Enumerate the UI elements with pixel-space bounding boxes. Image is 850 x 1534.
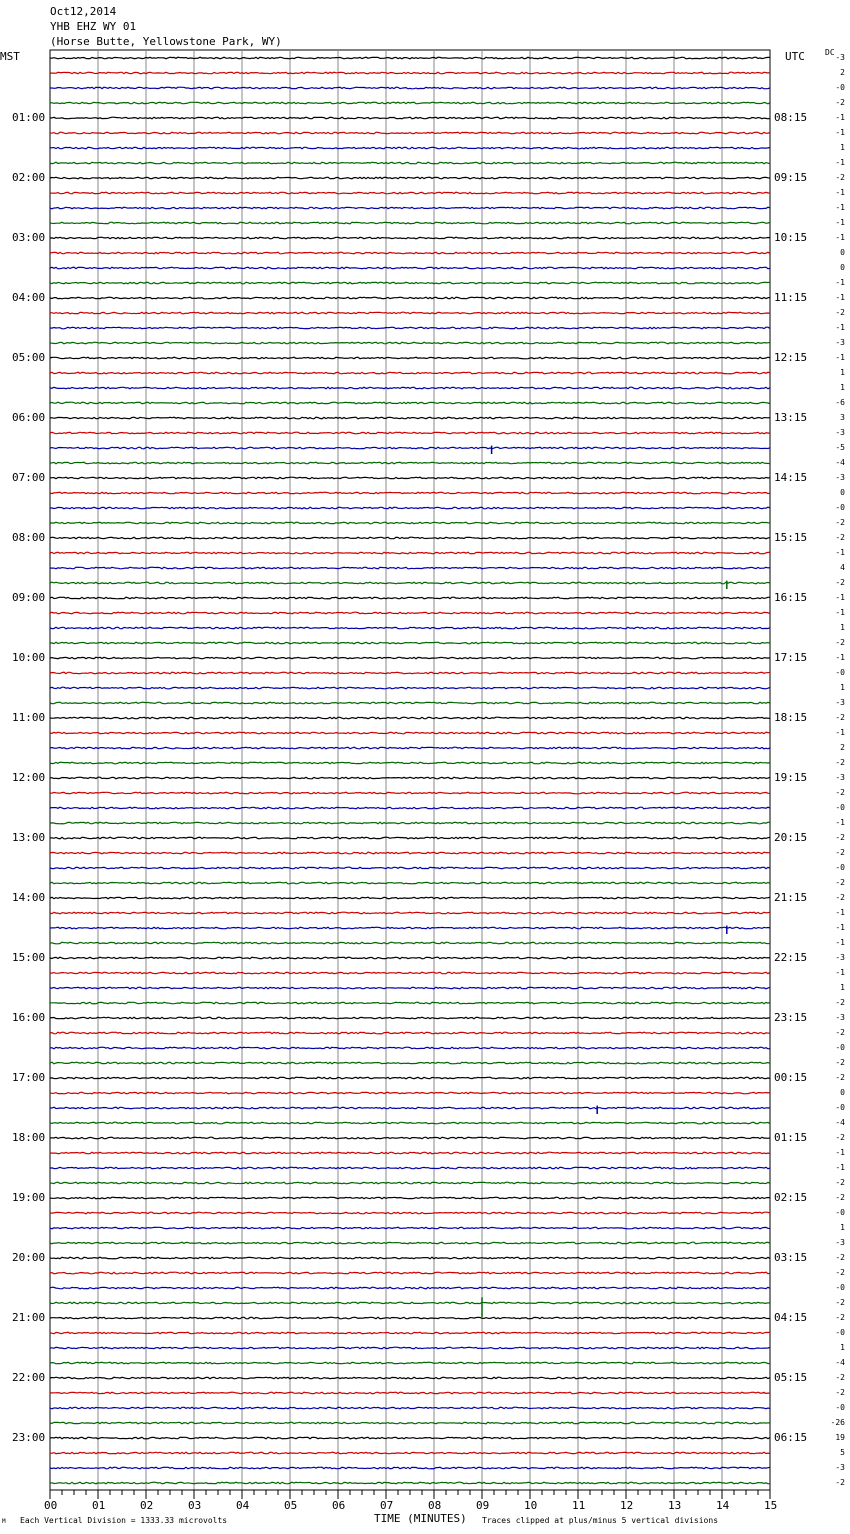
dc-offset-label: 1 <box>840 143 845 152</box>
dc-offset-label: -2 <box>835 1028 845 1037</box>
dc-offset-label: -0 <box>835 1283 845 1292</box>
trace-line <box>50 1002 770 1004</box>
utc-hour-label: 00:15 <box>774 1071 808 1084</box>
mst-hour-label: 11:00 <box>12 711 46 724</box>
trace-line <box>50 717 770 719</box>
dc-offset-label: -4 <box>835 1358 845 1367</box>
trace-line <box>50 492 770 494</box>
dc-offset-label: -3 <box>835 953 845 962</box>
mst-hour-label: 16:00 <box>12 1011 46 1024</box>
trace-line <box>50 192 770 194</box>
x-tick-label: 05 <box>284 1499 298 1512</box>
utc-hour-label: 06:15 <box>774 1431 808 1444</box>
trace-line <box>50 1287 770 1289</box>
utc-hour-label: 11:15 <box>774 291 808 304</box>
mst-hour-label: 19:00 <box>12 1191 46 1204</box>
trace-line <box>50 507 770 509</box>
x-tick-label: 13 <box>668 1499 682 1512</box>
dc-offset-label: -1 <box>835 908 845 917</box>
dc-offset-label: -3 <box>835 338 845 347</box>
trace-line <box>50 222 770 224</box>
x-tick-label: 01 <box>92 1499 106 1512</box>
trace-line <box>50 732 770 734</box>
dc-offset-label: 0 <box>840 1088 845 1097</box>
date-label: Oct12,2014 <box>50 5 117 18</box>
dc-offset-label: -2 <box>835 848 845 857</box>
utc-hour-label: 16:15 <box>774 591 808 604</box>
dc-offset-label: -2 <box>835 1073 845 1082</box>
trace-line <box>50 282 770 284</box>
dc-offset-label: -26 <box>830 1418 845 1427</box>
dc-offset-label: 1 <box>840 683 845 692</box>
dc-offset-label: -1 <box>835 113 845 122</box>
station-label: YHB EHZ WY 01 <box>50 20 137 33</box>
dc-offset-label: -2 <box>835 833 845 842</box>
dc-offset-label: -2 <box>835 173 845 182</box>
mst-hour-label: 17:00 <box>12 1071 46 1084</box>
utc-hour-label: 20:15 <box>774 831 808 844</box>
mst-hour-label: 01:00 <box>12 111 46 124</box>
mst-hour-label: 05:00 <box>12 351 46 364</box>
trace-line <box>50 342 770 344</box>
mst-hour-label: 21:00 <box>12 1311 46 1324</box>
trace-line <box>50 1317 770 1319</box>
dc-offset-label: -3 <box>835 428 845 437</box>
mst-hour-label: 10:00 <box>12 651 46 664</box>
dc-offset-label: -1 <box>835 203 845 212</box>
plot-frame <box>50 50 770 1490</box>
mst-hour-label: 12:00 <box>12 771 46 784</box>
trace-line <box>50 537 770 539</box>
dc-offset-label: -2 <box>835 893 845 902</box>
trace-line <box>50 1092 770 1094</box>
mst-hour-label: 13:00 <box>12 831 46 844</box>
trace-line <box>50 1302 770 1304</box>
trace-line <box>50 792 770 794</box>
dc-offset-label: -1 <box>835 278 845 287</box>
mst-hour-label: 15:00 <box>12 951 46 964</box>
mst-axis-label: MST <box>0 50 20 63</box>
trace-line <box>50 1182 770 1184</box>
trace-line <box>50 327 770 329</box>
dc-offset-label: 19 <box>835 1433 845 1442</box>
trace-line <box>50 1437 770 1439</box>
dc-offset-label: -5 <box>835 443 845 452</box>
utc-hour-label: 15:15 <box>774 531 808 544</box>
trace-line <box>50 267 770 269</box>
trace-line <box>50 1212 770 1214</box>
dc-offset-label: -3 <box>835 1238 845 1247</box>
trace-line <box>50 447 770 449</box>
trace-line <box>50 1077 770 1079</box>
dc-offset-label: -1 <box>835 188 845 197</box>
mst-hour-label: 03:00 <box>12 231 46 244</box>
dc-offset-label: -2 <box>835 1298 845 1307</box>
utc-hour-label: 09:15 <box>774 171 808 184</box>
dc-offset-label: -2 <box>835 1478 845 1487</box>
trace-line <box>50 357 770 359</box>
x-tick-label: 02 <box>140 1499 154 1512</box>
x-tick-label: 14 <box>716 1499 730 1512</box>
dc-offset-label: -2 <box>835 98 845 107</box>
trace-line <box>50 1272 770 1274</box>
mst-hour-label: 09:00 <box>12 591 46 604</box>
utc-axis-label: UTC <box>785 50 805 63</box>
utc-hour-label: 21:15 <box>774 891 808 904</box>
dc-offset-label: -1 <box>835 818 845 827</box>
utc-hour-label: 02:15 <box>774 1191 808 1204</box>
trace-line <box>50 987 770 989</box>
trace-line <box>50 687 770 689</box>
trace-line <box>50 972 770 974</box>
utc-hour-label: 01:15 <box>774 1131 808 1144</box>
dc-offset-label: -6 <box>835 398 845 407</box>
trace-line <box>50 897 770 899</box>
trace-line <box>50 102 770 104</box>
mst-hour-label: 14:00 <box>12 891 46 904</box>
trace-line <box>50 867 770 869</box>
dc-offset-label: 0 <box>840 488 845 497</box>
dc-offset-label: -3 <box>835 698 845 707</box>
dc-offset-label: -0 <box>835 863 845 872</box>
trace-line <box>50 1347 770 1349</box>
trace-line <box>50 237 770 239</box>
trace-line <box>50 402 770 404</box>
trace-line <box>50 1362 770 1364</box>
dc-offset-label: -2 <box>835 1268 845 1277</box>
trace-line <box>50 132 770 134</box>
trace-line <box>50 612 770 614</box>
trace-line <box>50 837 770 839</box>
trace-line <box>50 747 770 749</box>
dc-offset-label: -2 <box>835 1313 845 1322</box>
trace-line <box>50 1242 770 1244</box>
dc-offset-label: -2 <box>835 1133 845 1142</box>
dc-offset-label: -1 <box>835 1148 845 1157</box>
trace-line <box>50 927 770 929</box>
dc-offset-label: -2 <box>835 1058 845 1067</box>
mst-hour-label: 06:00 <box>12 411 46 424</box>
x-tick-label: 10 <box>524 1499 538 1512</box>
dc-offset-label: -0 <box>835 668 845 677</box>
dc-offset-label: -2 <box>835 758 845 767</box>
dc-offset-label: -4 <box>835 458 845 467</box>
scale-note: Each Vertical Division = 1333.33 microvolts <box>20 1516 228 1525</box>
trace-line <box>50 1197 770 1199</box>
trace-line <box>50 1032 770 1034</box>
trace-line <box>50 297 770 299</box>
dc-offset-label: 0 <box>840 248 845 257</box>
dc-offset-label: -3 <box>835 773 845 782</box>
dc-offset-label: -1 <box>835 968 845 977</box>
dc-offset-label: -0 <box>835 803 845 812</box>
mst-hour-label: 08:00 <box>12 531 46 544</box>
utc-hour-label: 23:15 <box>774 1011 808 1024</box>
dc-offset-label: -3 <box>835 1463 845 1472</box>
trace-line <box>50 1392 770 1394</box>
dc-label: DC <box>825 48 835 57</box>
trace-line <box>50 552 770 554</box>
trace-line <box>50 642 770 644</box>
utc-hour-label: 22:15 <box>774 951 808 964</box>
trace-line <box>50 627 770 629</box>
dc-offset-label: 2 <box>840 68 845 77</box>
utc-hour-label: 13:15 <box>774 411 808 424</box>
dc-offset-label: -2 <box>835 1253 845 1262</box>
utc-hour-label: 04:15 <box>774 1311 808 1324</box>
trace-line <box>50 882 770 884</box>
dc-offset-label: -1 <box>835 593 845 602</box>
trace-line <box>50 567 770 569</box>
trace-line <box>50 1467 770 1469</box>
trace-line <box>50 822 770 824</box>
utc-hour-label: 14:15 <box>774 471 808 484</box>
trace-line <box>50 777 770 779</box>
x-tick-label: 03 <box>188 1499 202 1512</box>
trace-line <box>50 1377 770 1379</box>
dc-offset-label: -3 <box>835 473 845 482</box>
x-tick-label: 07 <box>380 1499 394 1512</box>
dc-offset-label: -2 <box>835 518 845 527</box>
mst-hour-label: 22:00 <box>12 1371 46 1384</box>
dc-offset-label: -2 <box>835 533 845 542</box>
mst-hour-label: 02:00 <box>12 171 46 184</box>
dc-offset-label: -2 <box>835 1373 845 1382</box>
dc-offset-label: 0 <box>840 263 845 272</box>
dc-offset-label: -1 <box>835 923 845 932</box>
dc-offset-label: -0 <box>835 1103 845 1112</box>
x-tick-label: 04 <box>236 1499 250 1512</box>
dc-offset-label: 1 <box>840 983 845 992</box>
utc-hour-label: 05:15 <box>774 1371 808 1384</box>
dc-offset-label: -2 <box>835 713 845 722</box>
dc-offset-label: -1 <box>835 323 845 332</box>
trace-line <box>50 477 770 479</box>
dc-offset-label: -1 <box>835 728 845 737</box>
dc-offset-label: 2 <box>840 743 845 752</box>
trace-line <box>50 417 770 419</box>
dc-offset-label: -3 <box>835 1013 845 1022</box>
trace-line <box>50 597 770 599</box>
trace-line <box>50 72 770 74</box>
trace-line <box>50 912 770 914</box>
dc-offset-label: -1 <box>835 653 845 662</box>
dc-offset-label: 1 <box>840 368 845 377</box>
mst-hour-label: 20:00 <box>12 1251 46 1264</box>
trace-line <box>50 1152 770 1154</box>
trace-line <box>50 252 770 254</box>
utc-hour-label: 17:15 <box>774 651 808 664</box>
trace-line <box>50 1407 770 1409</box>
dc-offset-label: -1 <box>835 353 845 362</box>
mst-hour-label: 07:00 <box>12 471 46 484</box>
trace-line <box>50 462 770 464</box>
dc-offset-label: -0 <box>835 1403 845 1412</box>
utc-hour-label: 03:15 <box>774 1251 808 1264</box>
dc-offset-label: -2 <box>835 1388 845 1397</box>
trace-line <box>50 1332 770 1334</box>
x-tick-label: 08 <box>428 1499 442 1512</box>
trace-line <box>50 177 770 179</box>
dc-offset-label: -1 <box>835 293 845 302</box>
trace-line <box>50 432 770 434</box>
trace-line <box>50 702 770 704</box>
dc-offset-label: 1 <box>840 383 845 392</box>
trace-line <box>50 762 770 764</box>
trace-line <box>50 942 770 944</box>
dc-offset-label: -1 <box>835 1163 845 1172</box>
trace-line <box>50 807 770 809</box>
trace-line <box>50 162 770 164</box>
utc-hour-label: 12:15 <box>774 351 808 364</box>
dc-offset-label: -0 <box>835 1328 845 1337</box>
trace-line <box>50 1122 770 1124</box>
dc-offset-label: 1 <box>840 1343 845 1352</box>
dc-offset-label: -2 <box>835 788 845 797</box>
trace-line <box>50 207 770 209</box>
trace-line <box>50 1257 770 1259</box>
trace-line <box>50 1107 770 1109</box>
dc-offset-label: -3 <box>835 53 845 62</box>
trace-line <box>50 372 770 374</box>
location-label: (Horse Butte, Yellowstone Park, WY) <box>50 35 282 48</box>
mst-hour-label: 18:00 <box>12 1131 46 1144</box>
dc-offset-label: -1 <box>835 218 845 227</box>
dc-offset-label: -4 <box>835 1118 845 1127</box>
dc-offset-label: 5 <box>840 1448 845 1457</box>
trace-line <box>50 312 770 314</box>
trace-line <box>50 57 770 59</box>
x-tick-label: 15 <box>764 1499 778 1512</box>
trace-line <box>50 387 770 389</box>
dc-offset-label: 1 <box>840 1223 845 1232</box>
trace-line <box>50 117 770 119</box>
dc-offset-label: 3 <box>840 413 845 422</box>
dc-offset-label: -2 <box>835 1178 845 1187</box>
dc-offset-label: -2 <box>835 878 845 887</box>
dc-offset-label: -1 <box>835 158 845 167</box>
dc-offset-label: -0 <box>835 1208 845 1217</box>
trace-line <box>50 522 770 524</box>
dc-offset-label: -1 <box>835 128 845 137</box>
trace-line <box>50 852 770 854</box>
mst-hour-label: 04:00 <box>12 291 46 304</box>
trace-line <box>50 87 770 89</box>
utc-hour-label: 18:15 <box>774 711 808 724</box>
trace-line <box>50 1422 770 1424</box>
traces <box>50 57 770 1484</box>
dc-offset-label: -0 <box>835 1043 845 1052</box>
x-tick-label: 09 <box>476 1499 490 1512</box>
x-tick-label: 12 <box>620 1499 634 1512</box>
trace-line <box>50 1137 770 1139</box>
utc-hour-label: 08:15 <box>774 111 808 124</box>
trace-line <box>50 957 770 959</box>
dc-offset-label: -2 <box>835 998 845 1007</box>
trace-line <box>50 1017 770 1019</box>
trace-line <box>50 1452 770 1454</box>
mst-hour-label: 23:00 <box>12 1431 46 1444</box>
dc-offset-label: 4 <box>840 563 845 572</box>
trace-line <box>50 1227 770 1229</box>
utc-hour-label: 19:15 <box>774 771 808 784</box>
dc-offset-label: -2 <box>835 578 845 587</box>
x-axis <box>50 1490 770 1499</box>
x-tick-label: 06 <box>332 1499 346 1512</box>
dc-offset-label: 1 <box>840 623 845 632</box>
dc-offset-label: -2 <box>835 308 845 317</box>
utc-hour-label: 10:15 <box>774 231 808 244</box>
x-axis-title: TIME (MINUTES) <box>374 1512 467 1525</box>
dc-offset-label: -1 <box>835 548 845 557</box>
dc-offset-label: -1 <box>835 938 845 947</box>
x-tick-label: 00 <box>44 1499 58 1512</box>
corner-mark: M <box>2 1518 6 1525</box>
trace-line <box>50 1482 770 1484</box>
minute-grid <box>50 50 770 1490</box>
dc-offset-label: -1 <box>835 233 845 242</box>
x-tick-label: 11 <box>572 1499 586 1512</box>
dc-offset-label: -2 <box>835 638 845 647</box>
trace-line <box>50 582 770 584</box>
dc-offset-label: -0 <box>835 503 845 512</box>
trace-line <box>50 1062 770 1064</box>
trace-line <box>50 147 770 149</box>
trace-line <box>50 1167 770 1169</box>
dc-offset-label: -1 <box>835 608 845 617</box>
trace-line <box>50 672 770 674</box>
trace-line <box>50 657 770 659</box>
clip-note: Traces clipped at plus/minus 5 vertical divisions <box>482 1516 719 1525</box>
dc-offset-label: -0 <box>835 83 845 92</box>
dc-offset-label: -2 <box>835 1193 845 1202</box>
trace-line <box>50 1047 770 1049</box>
